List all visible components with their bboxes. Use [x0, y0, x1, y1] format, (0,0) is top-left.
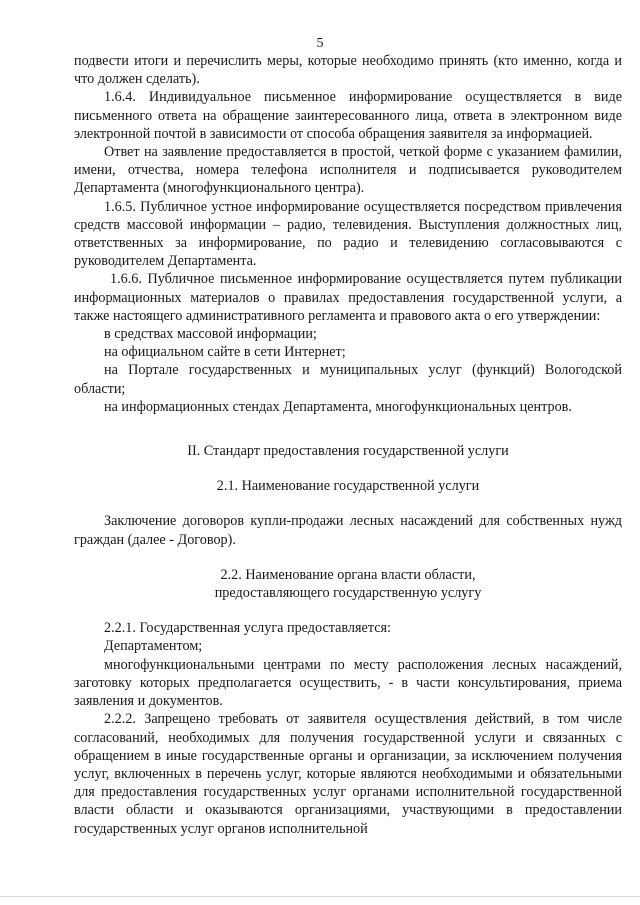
list-item-portal: на Портале государственных и муниципальных услуг (функций) Вологодской области;	[74, 362, 622, 397]
subsection-2-2-title-line1: 2.2. Наименование органа власти области,	[220, 566, 476, 583]
document-body	[74, 52, 622, 838]
list-item-media: в средствах массовой информации;	[104, 326, 317, 343]
section-title: II. Стандарт предоставления государственной услуги	[187, 443, 509, 460]
paragraph-2-2-2: 2.2.2. Запрещено требовать от заявителя осуществления действий, в том числе согласований, необходимых для получения государственной услуги и связанных с обращением в иные государственные органы и организации, за исключением получения услуг, включенных в перечень услуг, которые являются необходимыми и обязательными для предоставления государственных услуг органами исполнительной государственной власти области и оказываются организациями, участвующими в предоставлении государственных услуг органов исполнительной	[74, 711, 622, 837]
list-item-website: на официальном сайте в сети Интернет;	[104, 344, 346, 361]
paragraph-1-6-6: 1.6.6. Публичное письменное информирование осуществляется путем публикации информационных материалов о правилах предоставления государственной услуги, а также настоящего административного регламента и правового акта о его утверждении:	[74, 271, 622, 324]
paragraph-answer: Ответ на заявление предоставляется в простой, четкой форме с указанием фамилии, имени, отчества, номера телефона исполнителя и подписывается руководителем Департамента (многофункционального центра).	[74, 144, 622, 197]
subsection-2-1-text: Заключение договоров купли-продажи лесных насаждений для собственных нужд граждан (далее - Договор).	[74, 513, 622, 548]
paragraph-continuation: подвести итоги и перечислить меры, которые необходимо принять (кто именно, когда и что должен сделать).	[74, 53, 622, 88]
list-item-mfc: многофункциональными центрами по месту расположения лесных насаждений, заготовку которых предполагается осуществить, - в части консультирования, приема заявления и документов.	[74, 656, 622, 710]
paragraph-1-6-5: 1.6.5. Публичное устное информирование осуществляется посредством привлечения средств массовой информации – радио, телевидения. Выступления должностных лиц, ответственных за информирование, по радио и телевидению согласовываются с руководителем Департамента.	[74, 198, 622, 270]
list-item-stands: на информационных стендах Департамента, многофункциональных центров.	[104, 398, 572, 415]
subsection-2-2-title-line2: предоставляющего государственную услугу	[214, 585, 482, 602]
scan-edge-divider	[0, 896, 640, 897]
paragraph-1-6-4: 1.6.4. Индивидуальное письменное информирование осуществляется в виде письменного ответа на обращение заинтересованного лица, ответа в электронном виде электронной почтой в зависимости от способа обращения заявителя за информацией.	[74, 89, 622, 142]
list-item-department: Департаментом;	[104, 638, 203, 655]
page-number: 5	[316, 36, 324, 51]
subsection-2-1-title: 2.1. Наименование государственной услуги	[216, 478, 480, 495]
paragraph-2-2-1: 2.2.1. Государственная услуга предоставляется:	[104, 620, 391, 637]
